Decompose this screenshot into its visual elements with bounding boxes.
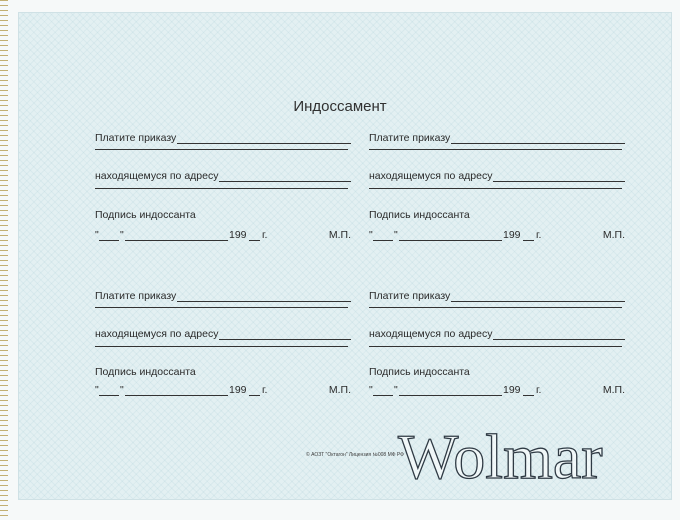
address-line[interactable] xyxy=(219,328,351,340)
address-row xyxy=(369,168,625,182)
month-line[interactable] xyxy=(399,384,502,396)
pay-to-order-row xyxy=(95,288,351,302)
year-prefix: 199 xyxy=(229,229,247,241)
quote-open: " xyxy=(95,384,99,396)
year-line[interactable] xyxy=(249,384,260,396)
address-label: находящемуся по адресу xyxy=(369,170,493,182)
year-suffix: г. xyxy=(536,229,542,241)
quote-close: " xyxy=(394,384,398,396)
date-row xyxy=(369,229,625,243)
scan-ruler xyxy=(0,0,8,520)
stamp-placeholder: М.П. xyxy=(328,229,351,241)
year-line[interactable] xyxy=(523,384,534,396)
address-label: находящемуся по адресу xyxy=(95,170,219,182)
month-line[interactable] xyxy=(125,229,228,241)
address-line-2[interactable] xyxy=(369,346,622,347)
pay-to-order-label: Платите приказу xyxy=(95,290,177,302)
address-label: находящемуся по адресу xyxy=(95,328,219,340)
endorsement-block-bottom-left xyxy=(95,288,351,403)
year-prefix: 199 xyxy=(503,384,521,396)
month-line[interactable] xyxy=(125,384,228,396)
year-line[interactable] xyxy=(523,229,534,241)
signature-label: Подпись индоссанта xyxy=(95,209,196,221)
year-line[interactable] xyxy=(249,229,260,241)
address-line[interactable] xyxy=(493,328,625,340)
printer-license-footer: © АОЗТ "Октагон" Лицензия №008 МФ РФ xyxy=(306,452,404,458)
stamp-placeholder: М.П. xyxy=(328,384,351,396)
stamp-placeholder: М.П. xyxy=(602,384,625,396)
payee-line-2[interactable] xyxy=(95,149,348,150)
address-line-2[interactable] xyxy=(369,188,622,189)
day-line[interactable] xyxy=(99,229,119,241)
payee-line[interactable] xyxy=(177,132,351,144)
year-suffix: г. xyxy=(536,384,542,396)
address-line[interactable] xyxy=(493,170,625,182)
year-suffix: г. xyxy=(262,384,268,396)
year-suffix: г. xyxy=(262,229,268,241)
address-line-2[interactable] xyxy=(95,346,348,347)
quote-open: " xyxy=(369,384,373,396)
address-label: находящемуся по адресу xyxy=(369,328,493,340)
pay-to-order-row xyxy=(369,288,625,302)
pay-to-order-row xyxy=(369,130,625,144)
pay-to-order-row xyxy=(95,130,351,144)
quote-close: " xyxy=(394,229,398,241)
address-row xyxy=(95,326,351,340)
stamp-placeholder: М.П. xyxy=(602,229,625,241)
watermark-text: Wolmar xyxy=(398,421,603,492)
endorsement-block-top-right xyxy=(369,130,625,245)
address-line[interactable] xyxy=(219,170,351,182)
date-row xyxy=(95,229,351,243)
quote-close: " xyxy=(120,384,124,396)
payee-line-2[interactable] xyxy=(369,149,622,150)
payee-line[interactable] xyxy=(177,290,351,302)
date-row xyxy=(95,384,351,398)
pay-to-order-label: Платите приказу xyxy=(95,132,177,144)
signature-label: Подпись индоссанта xyxy=(95,366,196,378)
endorsement-block-top-left xyxy=(95,130,351,245)
quote-open: " xyxy=(369,229,373,241)
quote-open: " xyxy=(95,229,99,241)
payee-line[interactable] xyxy=(451,290,625,302)
payee-line-2[interactable] xyxy=(369,307,622,308)
address-line-2[interactable] xyxy=(95,188,348,189)
day-line[interactable] xyxy=(373,229,393,241)
page-title: Индоссамент xyxy=(293,98,387,115)
pay-to-order-label: Платите приказу xyxy=(369,132,451,144)
pay-to-order-label: Платите приказу xyxy=(369,290,451,302)
month-line[interactable] xyxy=(399,229,502,241)
day-line[interactable] xyxy=(373,384,393,396)
year-prefix: 199 xyxy=(229,384,247,396)
address-row xyxy=(369,326,625,340)
payee-line-2[interactable] xyxy=(95,307,348,308)
signature-label: Подпись индоссанта xyxy=(369,209,470,221)
date-row xyxy=(369,384,625,398)
year-prefix: 199 xyxy=(503,229,521,241)
signature-label: Подпись индоссанта xyxy=(369,366,470,378)
payee-line[interactable] xyxy=(451,132,625,144)
endorsement-block-bottom-right xyxy=(369,288,625,403)
address-row xyxy=(95,168,351,182)
quote-close: " xyxy=(120,229,124,241)
day-line[interactable] xyxy=(99,384,119,396)
